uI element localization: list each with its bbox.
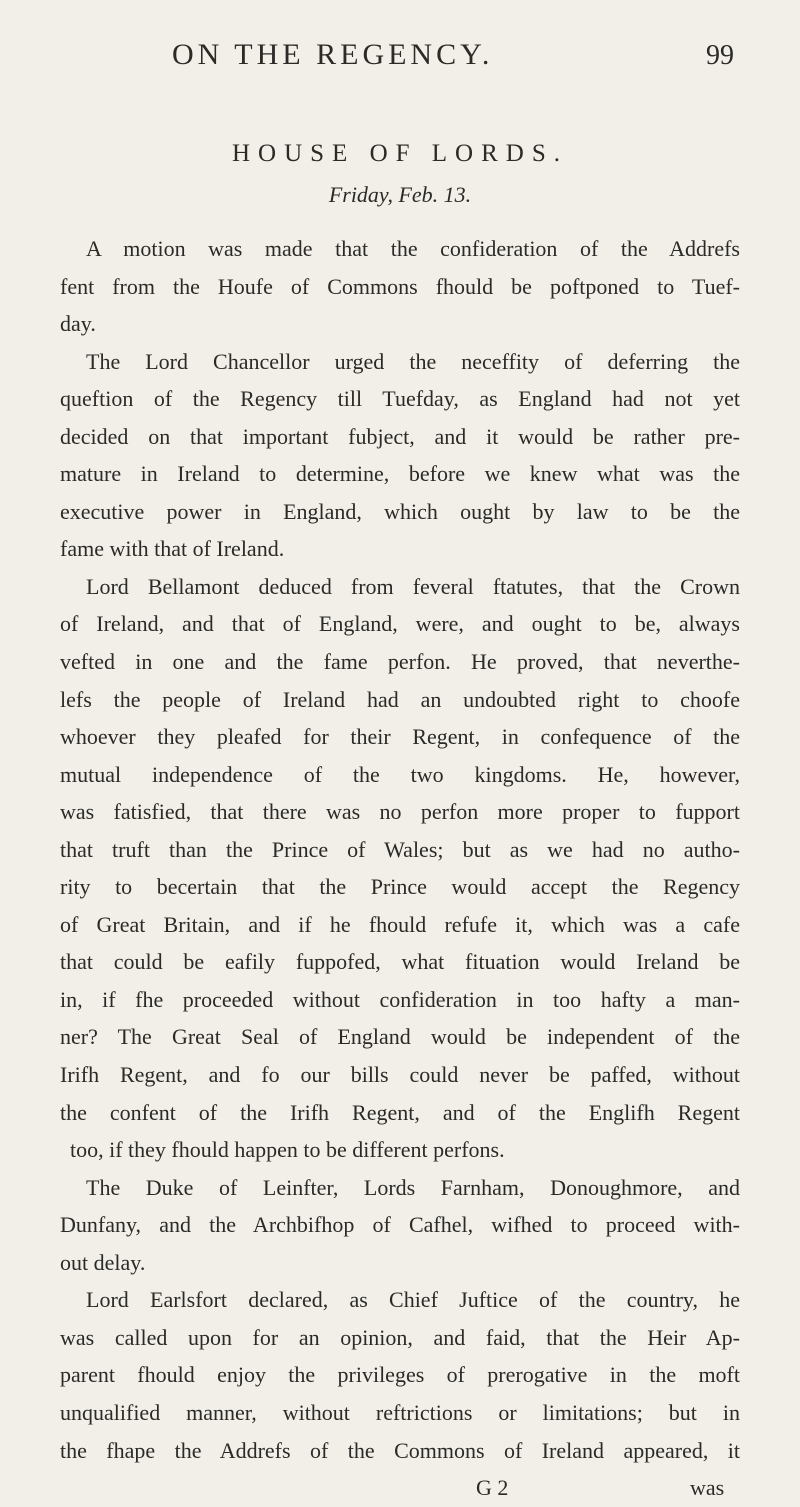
- dateline: Friday, Feb. 13.: [328, 182, 472, 207]
- text-line: Lord Bellamont deduced from feveral ftatutes, that the Crown: [86, 573, 740, 599]
- text-line: decided on that important fubject, and it would be rather pre-: [60, 423, 740, 449]
- text-line: fent from the Houfe of Commons fhould be poftponed to Tuef-: [60, 273, 740, 299]
- section-title: HOUSE OF LORDS.: [231, 140, 568, 167]
- text-line: vefted in one and the fame perfon. He proved, that neverthe-: [60, 649, 740, 675]
- text-line: fame with that of Ireland.: [60, 536, 285, 562]
- body-text: [60, 230, 740, 1507]
- text-line: The Lord Chancellor urged the neceffity of deferring the: [86, 348, 740, 374]
- page-footer: [60, 1469, 740, 1507]
- text-line: parent fhould enjoy the privileges of prerogative in the moft: [60, 1362, 740, 1388]
- text-line: of Ireland, and that of England, were, and ought to be, always: [60, 611, 740, 637]
- text-line: too, if they fhould happen to be different perfons.: [70, 1137, 505, 1163]
- text-line: lefs the people of Ireland had an undoubted right to choofe: [60, 686, 740, 712]
- text-line: that truft than the Prince of Wales; but as we had no autho-: [60, 836, 740, 862]
- text-line: of Great Britain, and if he fhould refufe it, which was a cafe: [60, 911, 740, 937]
- text-line: unqualified manner, without reftrictions or limitations; but in: [60, 1399, 740, 1425]
- text-line: was fatisfied, that there was no perfon more proper to fupport: [60, 799, 740, 825]
- text-line: queftion of the Regency till Tuefday, as England had not yet: [60, 386, 740, 412]
- text-line: day.: [60, 311, 96, 337]
- text-line: was called upon for an opinion, and faid, that the Heir Ap-: [60, 1324, 740, 1350]
- text-line: The Duke of Leinfter, Lords Farnham, Donoughmore, and: [86, 1174, 740, 1200]
- text-line: in, if fhe proceeded without confideration in too hafty a man-: [60, 986, 740, 1012]
- catchword: was: [690, 1475, 725, 1501]
- running-head: ON THE REGENCY.: [172, 38, 494, 71]
- signature-mark: G 2: [476, 1475, 509, 1501]
- text-line: Irifh Regent, and fo our bills could never be paffed, without: [60, 1062, 740, 1088]
- text-line: the confent of the Irifh Regent, and of the Englifh Regent: [60, 1099, 740, 1125]
- text-line: Lord Earlsfort declared, as Chief Juftice of the country, he: [86, 1287, 740, 1313]
- text-line: that could be eafily fuppofed, what fituation would Ireland be: [60, 949, 740, 975]
- text-line: whoever they pleafed for their Regent, in confequence of the: [60, 724, 740, 750]
- text-line: A motion was made that the confideration of the Addrefs: [86, 236, 740, 261]
- text-line: mature in Ireland to determine, before we knew what was the: [60, 461, 740, 487]
- text-line: executive power in England, which ought by law to be the: [60, 498, 740, 524]
- text-line: ner? The Great Seal of England would be independent of the: [60, 1024, 740, 1050]
- page-number: 99: [706, 40, 734, 71]
- text-line: the fhape the Addrefs of the Commons of Ireland appeared, it: [60, 1437, 740, 1463]
- text-line: rity to becertain that the Prince would accept the Regency: [60, 874, 740, 900]
- text-line: out delay.: [60, 1249, 146, 1275]
- text-line: mutual independence of the two kingdoms. He, however,: [60, 761, 740, 787]
- text-line: Dunfany, and the Archbifhop of Cafhel, wifhed to proceed with-: [60, 1212, 740, 1238]
